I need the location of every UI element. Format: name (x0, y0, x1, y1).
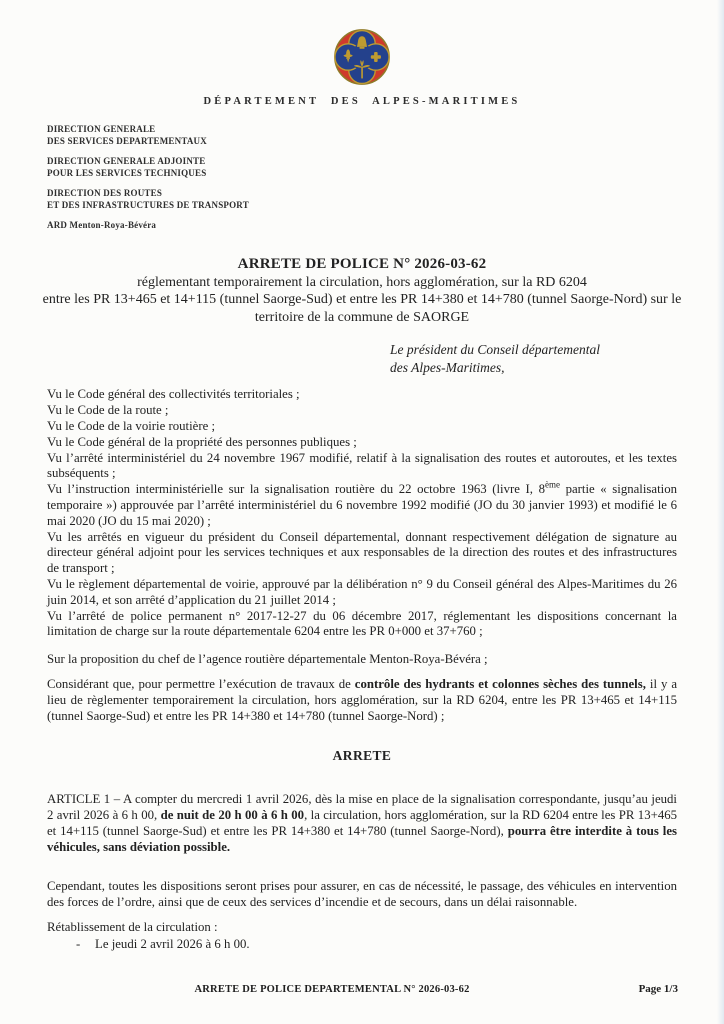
letterhead (47, 124, 724, 232)
vu-item-3: Vu le Code de la voirie routière ; (47, 419, 216, 434)
letterhead-direction-routes: DIRECTION DES ROUTES ET DES INFRASTRUCTURES DE TRANSPORT (47, 188, 249, 210)
title-subject-2: entre les PR 13+465 et 14+115 (tunnel Saorge-Sud) et entre les PR 14+380 et 14+780 (tunnel Saorge-Nord) sur le territoire de la commune de SAORGE (42, 292, 682, 325)
cependant-paragraph: Cependant, toutes les dispositions seront prises pour assurer, en cas de nécessité, le passage, des véhicules en intervention des forces de l’ordre, ainsi que de ceux des services d’incendie et de secours, dans un délai raisonnable. (47, 879, 677, 910)
vu-item-8: Vu le règlement départemental de voirie, approuvé par la délibération n° 9 du Conseil général des Alpes-Maritimes du 26 juin 2014, et son arrêté d’application du 21 juillet 2014 ; (47, 577, 677, 607)
vu-item-6: Vu l’instruction interministérielle sur la signalisation routière du 22 octobre 1963 (livre I, 8ème partie « signalisation temporaire ») approuvée par l’arrêté interministériel du 6 novembre 1992 modifié (JO du 30 janvier 1993) et modifié le 6 mai 2020 (JO du 15 mai 2020) ; (47, 479, 677, 528)
issuing-authority: Le président du Conseil départemental des Alpes-Maritimes, (390, 342, 600, 375)
retablissement-label: Rétablissement de la circulation : (47, 919, 218, 934)
document-footer (0, 984, 724, 998)
footer-title: ARRETE DE POLICE DEPARTEMENTAL N° 2026-03-62 (194, 984, 470, 995)
department-coat-of-arms-icon (330, 28, 394, 86)
title-number: ARRETE DE POLICE N° 2026-03-62 (237, 255, 487, 272)
vu-item-4: Vu le Code général de la propriété des personnes publiques ; (47, 434, 357, 449)
document-body (47, 387, 677, 952)
vu-item-2: Vu le Code de la route ; (47, 403, 169, 418)
arrete-heading: ARRETE (332, 748, 392, 764)
page-number: Page 1/3 (638, 983, 678, 995)
letterhead-ard: ARD Menton-Roya-Bévéra (47, 220, 157, 231)
title-subject-1: réglementant temporairement la circulation, hors agglomération, sur la RD 6204 (137, 274, 587, 290)
vu-item-5: Vu l’arrêté interministériel du 24 novembre 1967 modifié, relatif à la signalisation des routes et autoroutes, et les textes subséquents ; (47, 450, 677, 481)
document-header (0, 0, 724, 107)
org-name: DÉPARTEMENT DES ALPES-MARITIMES (203, 96, 521, 107)
vu-item-7: Vu les arrêtés en vigueur du président du Conseil départemental, donnant respectivement délégation de signature au directeur général adjoint pour les services techniques et aux responsables de la direction des routes et des infrastructures de transport ; (47, 529, 677, 576)
superscript: ème (545, 479, 560, 490)
letterhead-direction-adjointe: DIRECTION GENERALE ADJOINTE POUR LES SERVICES TECHNIQUES (47, 156, 207, 178)
document-title (20, 255, 704, 327)
considerant-paragraph: Considérant que, pour permettre l’exécution de travaux de contrôle des hydrants et colonnes sèches des tunnels, il y a lieu de règlementer temporairement la circulation, hors agglomération, sur la RD 6204, entre les PR 13+465 et 14+115 (tunnel Saorge-Sud) et entre les PR 14+380 et 14+780 (tunnel Saorge-Nord) ; (47, 677, 677, 723)
retablissement-item: - Le jeudi 2 avril 2026 à 6 h 00. (76, 936, 250, 951)
letterhead-direction-generale: DIRECTION GENERALE DES SERVICES DEPARTEMENTAUX (47, 124, 207, 146)
article-1-paragraph: ARTICLE 1 – A compter du mercredi 1 avril 2026, dès la mise en place de la signalisation correspondante, jusqu’au jeudi 2 avril 2026 à 6 h 00, de nuit de 20 h 00 à 6 h 00, la circulation, hors agglomération, sur la RD 6204 entre les PR 13+465 et 14+115 (tunnel Saorge-Sud) et entre les PR 14+380 et 14+780 (tunnel Saorge-Nord), pourra être interdite à tous les véhicules, sans déviation possible. (47, 792, 678, 854)
proposition-paragraph: Sur la proposition du chef de l’agence routière départementale Menton-Roya-Bévéra ; (47, 652, 488, 667)
vu-item-9: Vu l’arrêté de police permanent n° 2017-12-27 du 06 décembre 2017, réglementant les dispositions concernant la limitation de charge sur la route départementale 6204 entre les PR 0+000 et 37+760 ; (47, 608, 677, 639)
bullet-dash: - (76, 936, 81, 951)
vu-item-1: Vu le Code général des collectivités territoriales ; (47, 387, 300, 402)
